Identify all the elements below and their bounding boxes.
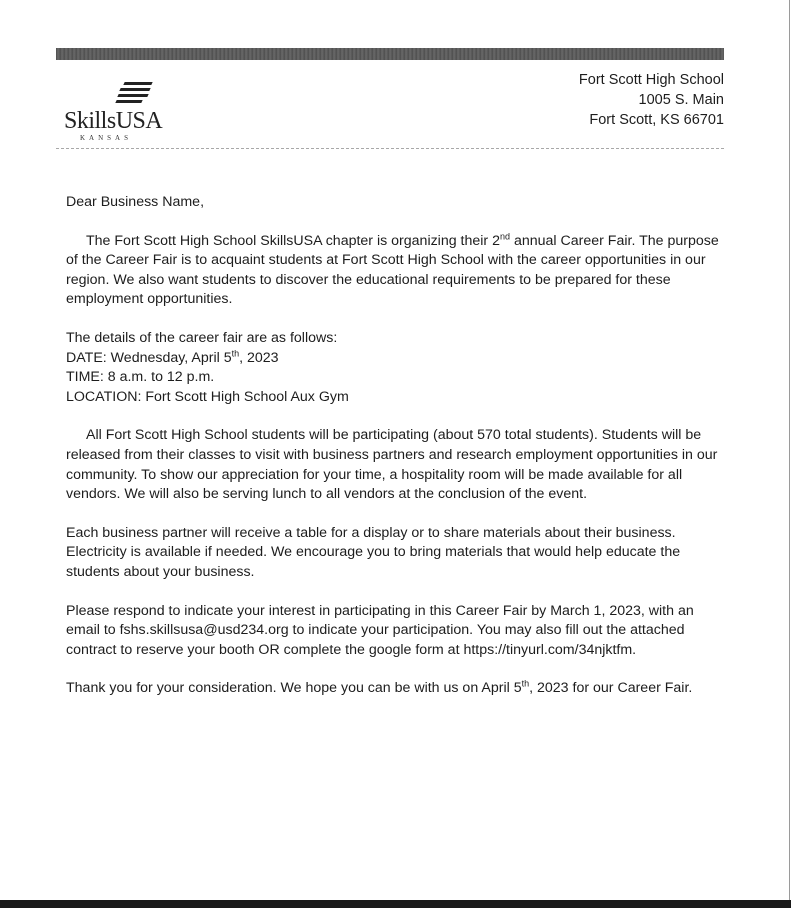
details-intro: The details of the career fair are as follows: xyxy=(66,329,338,346)
paragraph-thank-you: Thank you for your consideration. We hope you can be with us on April 5th, 2023 for our Career Fair. xyxy=(66,678,693,697)
address-line-2: 1005 S. Main xyxy=(638,92,724,108)
header-bar xyxy=(56,48,724,60)
paragraph-business-partner: Each business partner will receive a table for a display or to share materials about their business. Electricity is available if needed. We encourage you to bring materials that would help educate the students about your business. xyxy=(66,524,681,580)
header-divider xyxy=(56,148,724,149)
skillsusa-logo xyxy=(60,78,170,148)
details-time: TIME: 8 a.m. to 12 p.m. xyxy=(66,369,215,386)
paragraph-respond: Please respond to indicate your interest in participating in this Career Fair by March 1, 2023, with an email to fshs.skillsusa@usd234.org to indicate your participation. You may also fill out the attached contract to reserve your booth OR complete the google form at https://tinyurl.com/34njktfm. xyxy=(66,602,694,658)
paragraph-details xyxy=(66,329,726,407)
logo-state: KANSAS xyxy=(80,134,133,142)
details-date: DATE: Wednesday, April 5th, 2023 xyxy=(66,347,279,366)
paragraph-purpose: The Fort Scott High School SkillsUSA chapter is organizing their 2nd annual Career Fair. The purpose of the Career Fair is to acquaint students at Fort Scott High School with the career opportunities in our region. We also want students to discover the educational requirements to be prepared for these employment opportunities. xyxy=(66,230,719,308)
details-location: LOCATION: Fort Scott High School Aux Gym xyxy=(66,388,349,405)
paragraph-participation: All Fort Scott High School students will be participating (about 570 total students). Students will be released from their classes to visit with business partners and research employment opportunities in our community. To show our appreciation for your time, a hospitality room will be made available for all vendors. We will also be serving lunch to all vendors at the conclusion of the event. xyxy=(66,427,718,503)
business-name: Business Name xyxy=(100,194,201,210)
address-line-3: Fort Scott, KS 66701 xyxy=(589,112,724,128)
bottom-edge xyxy=(0,900,791,908)
salutation: Dear Business Name, xyxy=(66,194,205,210)
school-address xyxy=(579,70,724,130)
letter-body xyxy=(66,193,726,718)
flag-stripes-icon xyxy=(118,82,158,106)
address-line-1: Fort Scott High School xyxy=(578,72,724,88)
logo-wordmark: SkillsUSA xyxy=(64,108,163,134)
